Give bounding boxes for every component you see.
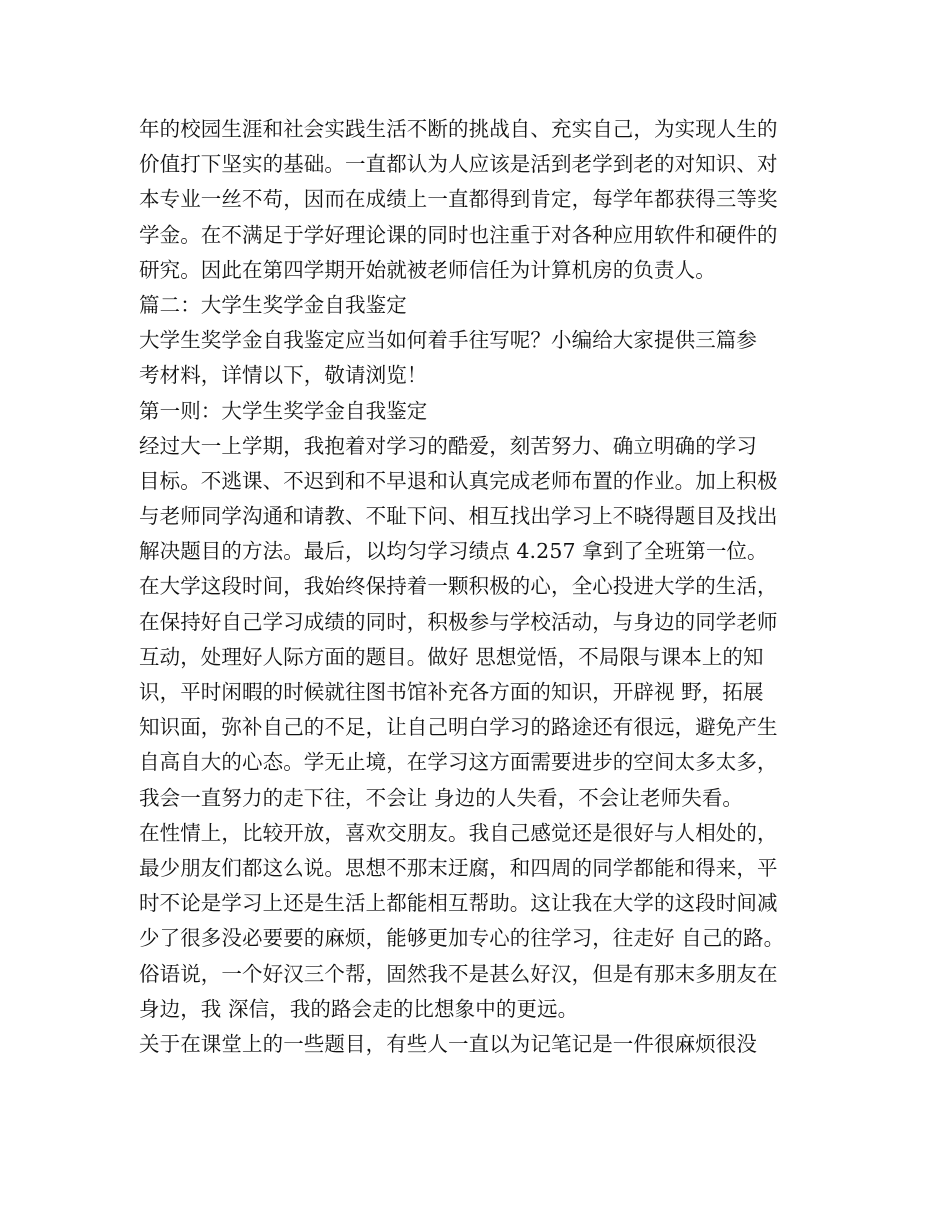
text-line: 识，平时闲暇的时候就往图书馆补充各方面的知识，开辟视 野，拓展 xyxy=(139,680,764,704)
text-line: 年的校园生涯和社会实践生活不断的挑战自、充实自己，为实现人生的 xyxy=(139,117,778,141)
text-line: 与老师同学沟通和请教、不耻下问、相互找出学习上不晓得题目及找出 xyxy=(139,504,778,529)
text-line: 俗语说，一个好汉三个帮，固然我不是甚么好汉，但是有那末多朋友在 xyxy=(139,961,778,986)
text-line: 研究。因此在第四学期开始就被老师信任为计算机房的负责人。 xyxy=(139,257,716,282)
text-line: 自高自大的心态。学无止境，在学习这方面需要进步的空间太多太多， xyxy=(139,750,778,775)
text-line: 在保持好自己学习成绩的同时，积极参与学校活动，与身边的同学老师 xyxy=(139,609,778,634)
text-line: 身边，我 深信，我的路会走的比想象中的更远。 xyxy=(139,996,579,1021)
text-line: 知识面，弥补自己的不足，让自己明白学习的路途还有很远，避免产生 xyxy=(139,715,778,740)
text-line: 目标。不逃课、不迟到和不早退和认真完成老师布置的作业。加上积极 xyxy=(139,468,778,493)
text-line: 我会一直努力的走下往，不会让 身边的人失看，不会让老师失看。 xyxy=(139,785,744,810)
text-line: 价值打下坚实的基础。一直都认为人应该是活到老学到老的对知识、对 xyxy=(139,152,778,177)
text-line: 经过大一上学期，我抱着对学习的酷爱，刻苦努力、确立明确的学习 xyxy=(139,433,757,458)
text-line: 最少朋友们都这么说。思想不那末迂腐，和四周的同学都能和得来，平 xyxy=(139,855,778,880)
text-line: 时不论是学习上还是生活上都能相互帮助。这让我在大学的这段时间减 xyxy=(139,891,778,916)
section-heading: 篇二：大学生奖学金自我鉴定 xyxy=(139,292,407,317)
text-line: 互动，处理好人际方面的题目。做好 思想觉悟，不局限与课本上的知 xyxy=(139,644,764,669)
text-line: 少了很多没必要要的麻烦，能够更加专心的往学习，往走好 自己的路。 xyxy=(139,926,785,951)
text-line: 学金。在不满足于学好理论课的同时也注重于对各种应用软件和硬件的 xyxy=(139,222,778,247)
text-line: 在大学这段时间，我始终保持着一颗积极的心，全心投进大学的生活， xyxy=(139,574,778,599)
text-line: 关于在课堂上的一些题目，有些人一直以为记笔记是一件很麻烦很没 xyxy=(139,1031,757,1056)
text-line: 解决题目的方法。最后，以均匀学习绩点 4.257 拿到了全班第一位。 xyxy=(139,539,768,564)
text-line: 在性情上，比较开放，喜欢交朋友。我自己感觉还是很好与人相处的， xyxy=(139,820,778,845)
document-body xyxy=(139,112,829,1062)
text-line: 本专业一丝不苟，因而在成绩上一直都得到肯定，每学年都获得三等奖 xyxy=(139,187,778,212)
subsection-heading: 第一则：大学生奖学金自我鉴定 xyxy=(139,398,428,423)
text-line: 大学生奖学金自我鉴定应当如何着手往写呢？小编给大家提供三篇参 xyxy=(139,328,757,353)
text-line: 考材料，详情以下，敬请浏览！ xyxy=(139,363,428,388)
